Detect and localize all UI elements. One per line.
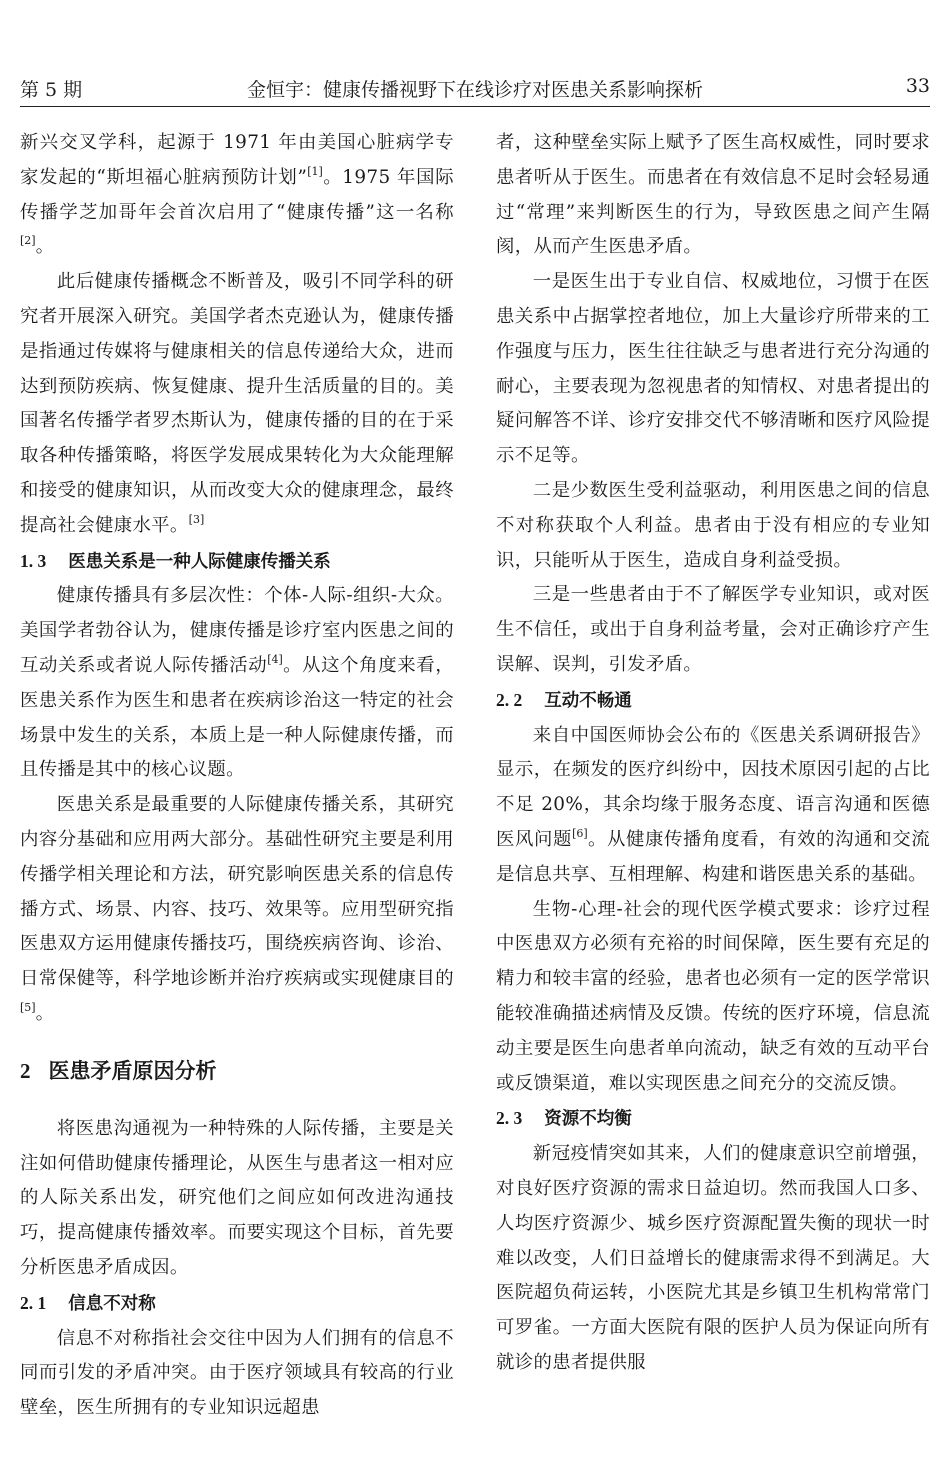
citation-ref: [4] [267,652,283,666]
running-header [20,76,930,107]
paragraph-information-asymmetry: 信息不对称指社会交往中因为人们拥有的信息不同而引发的矛盾冲突。由于医疗领域具有较高的行业壁垒，医生所拥有的专业知识远超患 [20,1327,454,1419]
paragraph-resource-imbalance: 新冠疫情突如其来，人们的健康意识空前增强，对良好医疗资源的需求日益迫切。然而我国人口多、人均医疗资源少、城乡医疗资源配置失衡的现状一时难以改变，人们日益增长的健康需求得不到满足。大医院超负荷运转，小医院尤其是乡镇卫生机构常常门可罗雀。一方面大医院有限的医护人员为保证向所有就诊的患者提供服 [496,1143,930,1373]
citation-ref: [3] [188,512,205,526]
right-column [496,126,930,1381]
citation-ref: [5] [20,1000,36,1014]
paragraph-research-content: 医患关系是最重要的人际健康传播关系，其研究内容分基础和应用两大部分。基础性研究主要是利用传播学相关理论和方法，研究影响医患关系的信息传播方式、场景、内容、技巧、效果等。应用型研究指医患双方运用健康传播技巧，围绕疾病咨询、诊治、日常保健等，科学地诊断并治疗疾病或实现健康目的[5]。 [20,794,454,1024]
page-number: 33 [905,75,930,97]
paragraph-section-2-intro: 将医患沟通视为一种特殊的人际传播，主要是关注如何借助健康传播理论，从医生与患者这一相对应的人际关系出发，研究他们之间应如何改进沟通技巧，提高健康传播效率。而要实现这个目标，首先要分析医患矛盾成因。 [20,1117,454,1278]
paragraph-continuation: 者，这种壁垒实际上赋予了医生高权威性，同时要求患者听从于医生。而患者在有效信息不足时会轻易通过“常理”来判断医生的行为，导致医患之间产生隔阂，从而产生医患矛盾。 [496,132,930,258]
paragraph-health-communication-concept: 此后健康传播概念不断普及，吸引不同学科的研究者开展深入研究。美国学者杰克逊认为，健康传播是指通过传媒将与健康相关的信息传递给大众，进而达到预防疾病、恢复健康、提升生活质量的目的。美国著名传播学者罗杰斯认为，健康传播的目的在于采取各种传播策略，将医学发展成果转化为大众能理解和接受的健康知识，从而改变大众的健康理念，最终提高社会健康水平。[3] [20,271,454,536]
paragraph-point-one: 一是医生出于专业自信、权威地位，习惯于在医患关系中占据掌控者地位，加上大量诊疗所带来的工作强度与压力，医生往往缺乏与患者进行充分沟通的耐心，主要表现为忽视患者的知情权、对患者提出的疑问解答不详、诊疗安排交代不够清晰和医疗风险提示不足等。 [496,271,930,467]
citation-ref: [1] [307,164,323,178]
paragraph-multilevel: 健康传播具有多层次性：个体-人际-组织-大众。美国学者勃谷认为，健康传播是诊疗室内医患之间的互动关系或者说人际传播活动[4]。从这个角度来看，医患关系作为医生和患者在疾病诊治这一特定的社会场景中发生的关系，本质上是一种人际健康传播，而且传播是其中的核心议题。 [20,585,454,781]
running-title: 金恒宇：健康传播视野下在线诊疗对医患关系影响探析 [246,79,703,101]
citation-ref: [2] [20,234,36,248]
citation-ref: [6] [572,826,588,840]
issue-number: 第 5 期 [20,79,83,101]
subsection-heading-2-1: 2. 1 信息不对称 [20,1292,156,1314]
paragraph-health-communication-origin: 新兴交叉学科，起源于 1971 年由美国心脏病学专家发起的“斯坦福心脏病预防计划”[1]。1975 年国际传播学芝加哥年会首次启用了“健康传播”这一名称[2]。 [20,132,454,258]
section-heading-2: 2 医患矛盾原因分析 [20,1058,217,1083]
paragraph-survey-report: 来自中国医师协会公布的《医患关系调研报告》显示，在频发的医疗纠纷中，因技术原因引起的占比不足 20%，其余均缘于服务态度、语言沟通和医德医风问题[6]。从健康传播角度看，有效的沟通和交流是信息共享、互相理解、构建和谐医患关系的基础。 [496,724,930,885]
paragraph-point-three: 三是一些患者由于不了解医学专业知识，或对医生不信任，或出于自身利益考量，会对正确诊疗产生误解、误判，引发矛盾。 [496,584,930,675]
left-column [20,126,454,1426]
subsection-heading-2-2: 2. 2 互动不畅通 [496,689,632,711]
paragraph-point-two: 二是少数医生受利益驱动，利用医患之间的信息不对称获取个人利益。患者由于没有相应的专业知识，只能听从于医生，造成自身利益受损。 [496,479,930,571]
subsection-heading-1-3: 1. 3 医患关系是一种人际健康传播关系 [20,550,331,572]
paragraph-medical-model: 生物-心理-社会的现代医学模式要求：诊疗过程中医患双方必须有充裕的时间保障，医生要有充足的精力和较丰富的经验，患者也必须有一定的医学常识能较准确描述病情及反馈。传统的医疗环境，信息流动主要是医生向患者单向流动，缺乏有效的互动平台或反馈渠道，难以实现医患之间充分的交流反馈。 [496,898,930,1094]
subsection-heading-2-3: 2. 3 资源不均衡 [496,1108,632,1130]
